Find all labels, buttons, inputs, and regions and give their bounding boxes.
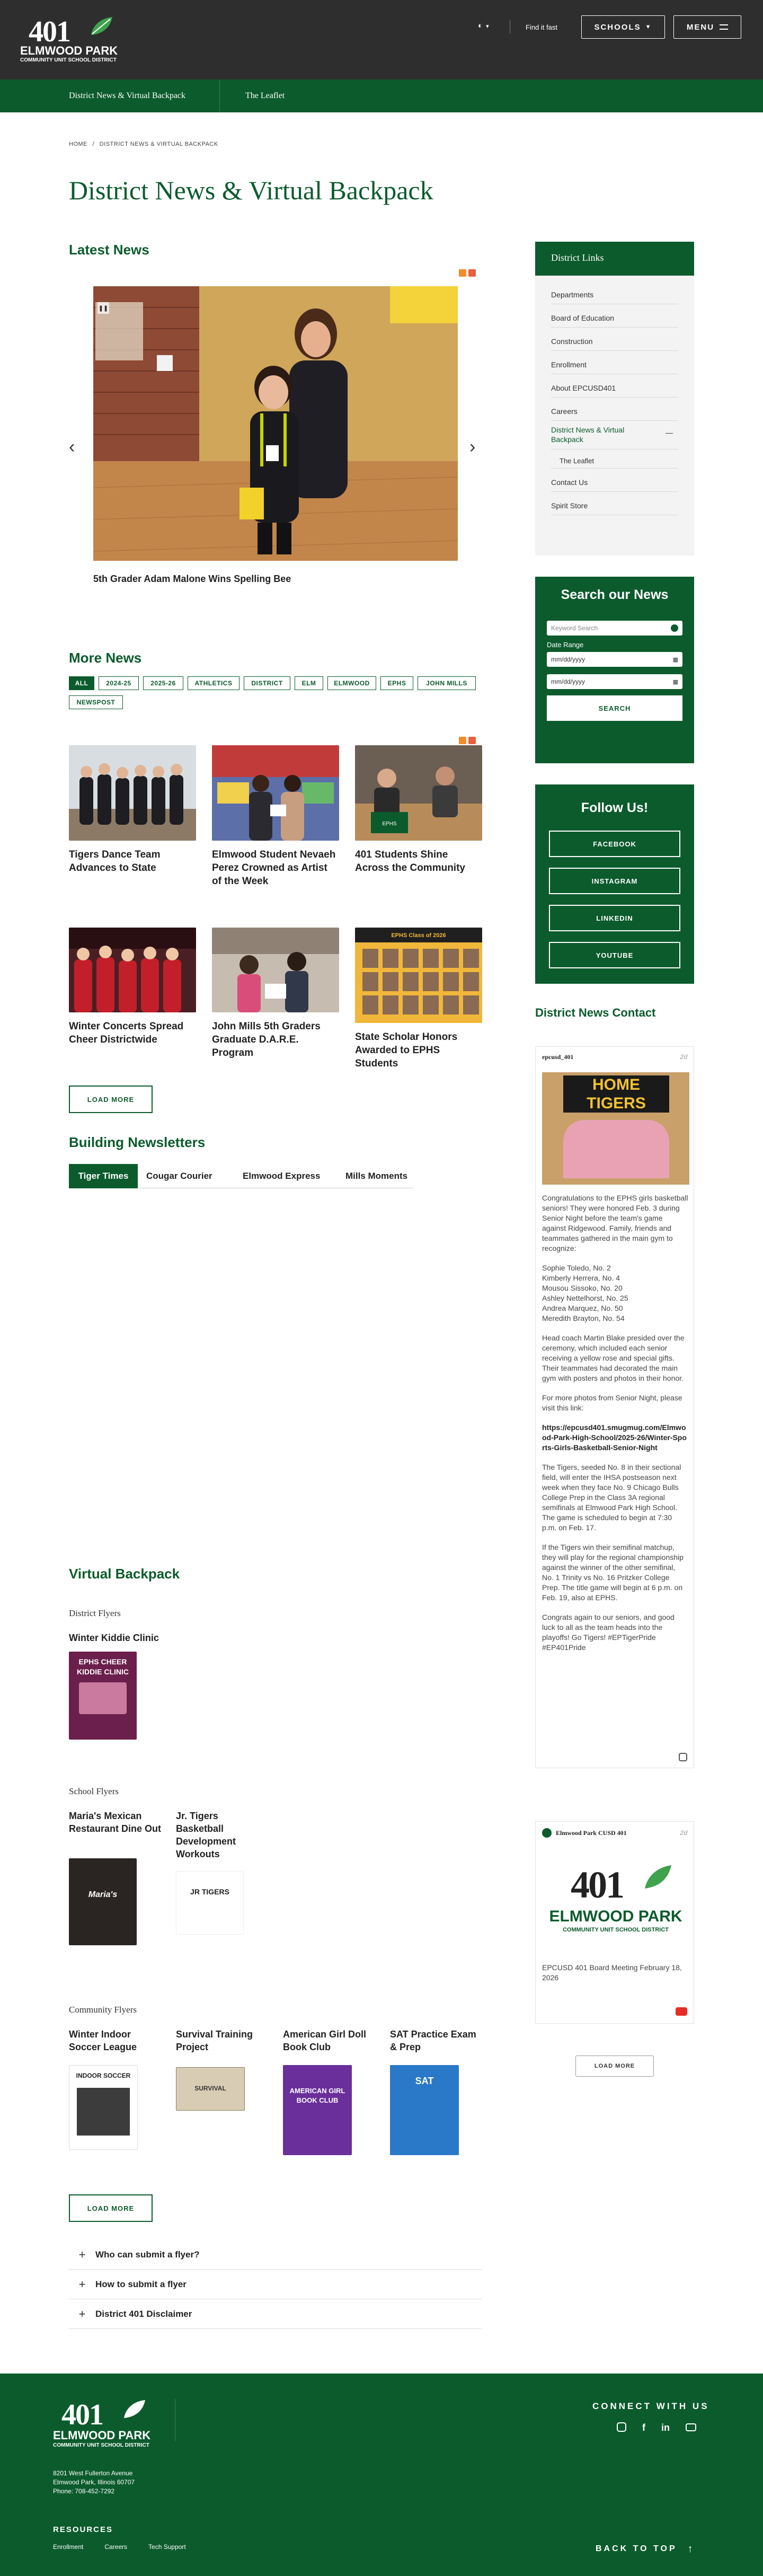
- carousel-prev-button[interactable]: ‹: [69, 437, 75, 457]
- post-image-people: [563, 1120, 669, 1178]
- facebook-button[interactable]: FACEBOOK: [549, 831, 680, 857]
- search-icon: [671, 624, 678, 632]
- community-flyers-label: Community Flyers: [69, 2005, 137, 2015]
- building-newsletters-heading: Building Newsletters: [69, 1134, 206, 1150]
- district-link[interactable]: Board of Education: [551, 308, 678, 328]
- phone-number[interactable]: Phone: 708-452-7292: [53, 2487, 115, 2495]
- follow-us-panel: [535, 784, 694, 984]
- pause-icon: ❚❚: [98, 305, 109, 312]
- district-link-label: District News & Virtual Backpack: [551, 426, 625, 444]
- logo-number: 401: [29, 15, 70, 48]
- faq-label: How to submit a flyer: [95, 2279, 187, 2289]
- filter-athletics[interactable]: ATHLETICS: [188, 676, 239, 690]
- start-date-input[interactable]: [547, 652, 682, 667]
- post-paragraph: The Tigers, seeded No. 8 in their sectional field, will enter the IHSA postseason next week when they face No. 9 Chicago Bulls College Prep in the Class 3A regional semifinals at Elmwood Park High School. The game is scheduled to begin at 7:30 p.m. on Feb. 17.: [542, 1463, 681, 1532]
- news-card-title[interactable]: Winter Concerts Spread Cheer Districtwide: [69, 1021, 184, 1045]
- schools-button[interactable]: [581, 15, 665, 39]
- collapse-icon[interactable]: —: [666, 428, 673, 437]
- filter-ephs[interactable]: EPHS: [380, 676, 413, 690]
- news-card-title[interactable]: John Mills 5th Graders Graduate D.A.R.E. Program: [212, 1021, 321, 1058]
- breadcrumb-sep: /: [92, 141, 95, 147]
- chevron-down-icon: ▼: [645, 24, 652, 30]
- flyer-thumb-text: EPHS CHEER KIDDIE CLINIC: [77, 1657, 129, 1676]
- flyer-thumb-text: INDOOR SOCCER: [76, 2072, 131, 2079]
- flyer-thumb-text: SURVIVAL: [194, 2085, 226, 2092]
- post-body: EPCUSD 401 Board Meeting February 18, 2026: [542, 1963, 682, 1982]
- arrow-up-icon: ↑: [687, 2543, 693, 2555]
- winter-concert-photo: [69, 928, 196, 1012]
- search-news-heading: Search our News: [561, 587, 669, 602]
- leaf-icon: [122, 2399, 146, 2420]
- news-card-image[interactable]: [355, 745, 482, 841]
- filter-district[interactable]: DISTRICT: [244, 676, 290, 690]
- post-image-name: ELMWOOD PARK: [549, 1908, 682, 1925]
- district-flyers-label: District Flyers: [69, 1608, 121, 1618]
- find-it-fast-link[interactable]: Find it fast: [526, 23, 557, 31]
- faq-label: District 401 Disclaimer: [95, 2308, 192, 2319]
- district-links-heading: District Links: [551, 252, 604, 263]
- state-scholars-photo: [355, 928, 482, 1023]
- plus-icon: +: [78, 2307, 86, 2321]
- post-paragraph: Congratulations to the EPHS girls basketball seniors! They were honored Feb. 3 during Senior Night before the team's game against Ridgewood. Family, friends and teammates gathered in the main gym to recognize:: [542, 1194, 688, 1252]
- district-logo[interactable]: [20, 15, 126, 65]
- post-image-number: 401: [571, 1864, 623, 1906]
- tab-elmwood-express[interactable]: Elmwood Express: [243, 1171, 321, 1181]
- translate-button[interactable]: [478, 21, 502, 33]
- search-button[interactable]: SEARCH: [547, 695, 682, 721]
- news-card-title[interactable]: Elmwood Student Nevaeh Perez Crowned as Artist of the Week: [212, 849, 336, 887]
- menu-label: MENU: [686, 22, 715, 32]
- subnav-item-district-news[interactable]: District News & Virtual Backpack: [69, 91, 186, 100]
- post-body: [542, 1193, 688, 1653]
- virtual-backpack-heading: Virtual Backpack: [69, 1566, 180, 1582]
- district-link[interactable]: Careers: [551, 402, 678, 421]
- back-to-top-label: BACK TO TOP: [596, 2544, 677, 2553]
- district-sublink[interactable]: The Leaflet: [551, 454, 678, 469]
- district-link[interactable]: Construction: [551, 332, 678, 351]
- post-image: [542, 1848, 689, 1954]
- faq-item[interactable]: [69, 2299, 482, 2329]
- end-date-input[interactable]: [547, 674, 682, 689]
- post-paragraph: For more photos from Senior Night, please visit this link:: [542, 1393, 682, 1412]
- social-post[interactable]: [535, 1821, 694, 2024]
- load-more-flyers-button[interactable]: LOAD MORE: [69, 2194, 153, 2222]
- footer-address: [53, 2469, 135, 2496]
- news-card-image[interactable]: [69, 928, 196, 1012]
- post-age: 2d: [680, 1829, 687, 1837]
- flyer-thumbnail[interactable]: [69, 2065, 138, 2150]
- plus-icon: +: [78, 2277, 86, 2291]
- avatar: [542, 1828, 552, 1838]
- logo-subtitle: COMMUNITY UNIT SCHOOL DISTRICT: [20, 57, 117, 63]
- featured-news-image[interactable]: [93, 286, 458, 561]
- post-username: epcusd_401: [542, 1053, 574, 1061]
- connect-heading: CONNECT WITH US: [592, 2401, 709, 2411]
- flyer-thumbnail[interactable]: [283, 2065, 352, 2155]
- pause-button[interactable]: [97, 302, 109, 314]
- faq-label: Who can submit a flyer?: [95, 2249, 200, 2260]
- share-icon[interactable]: [468, 737, 476, 744]
- subnav-divider: [219, 80, 220, 112]
- flyer-thumb-photo: [79, 1682, 127, 1714]
- flyer-thumbnail[interactable]: [69, 1858, 137, 1945]
- featured-news-caption[interactable]: 5th Grader Adam Malone Wins Spelling Bee: [93, 574, 291, 584]
- load-more-news-button[interactable]: LOAD MORE: [69, 1086, 153, 1113]
- logo-number: 401: [61, 2398, 103, 2431]
- plus-icon: +: [78, 2247, 86, 2261]
- rss-icon[interactable]: [459, 737, 466, 744]
- keyword-search-input[interactable]: [547, 621, 682, 636]
- youtube-icon[interactable]: [686, 2423, 696, 2431]
- flyer-title[interactable]: Winter Kiddie Clinic: [69, 1633, 159, 1643]
- post-paragraph: If the Tigers win their semifinal matchup, they will play for the regional championship against the winner of the other semifinal, No. 1 Trinity vs No. 16 Pritzker College Prep. The title game will begin at 6 p.m. on Feb. 19, also at EPHS.: [542, 1543, 684, 1602]
- logo-name: ELMWOOD PARK: [53, 2429, 151, 2442]
- flyer-title[interactable]: SAT Practice Exam & Prep: [390, 2029, 476, 2052]
- post-image-banner: [563, 1075, 669, 1113]
- logo-name: ELMWOOD PARK: [20, 44, 118, 57]
- start-date-placeholder: mm/dd/yyyy: [551, 656, 585, 663]
- svg-text:EPHS: EPHS: [382, 821, 397, 827]
- flyer-title[interactable]: Winter Indoor Soccer League: [69, 2029, 137, 2052]
- news-card-image[interactable]: [212, 745, 339, 841]
- district-news-contact-heading: District News Contact: [535, 1006, 656, 1019]
- flyer-thumbnail[interactable]: [176, 1871, 244, 1935]
- load-more-posts-button[interactable]: LOAD MORE: [575, 2055, 654, 2077]
- district-link[interactable]: Enrollment: [551, 355, 678, 374]
- district-link[interactable]: About EPCUSD401: [551, 378, 678, 398]
- calendar-icon: ▦: [672, 678, 678, 685]
- flyer-thumbnail[interactable]: [176, 2067, 245, 2111]
- faq-item[interactable]: [69, 2270, 482, 2299]
- back-to-top-button[interactable]: [596, 2542, 712, 2556]
- chevron-down-icon: ▾: [486, 23, 489, 30]
- latest-news-heading: Latest News: [69, 242, 149, 258]
- date-range-label: Date Range: [547, 641, 584, 649]
- post-paragraph: Head coach Martin Blake presided over the ceremony, which included each senior receiving a yellow rose and special gifts. Their teammates had decorated the main gym with posters and photos in their honor.: [542, 1334, 685, 1382]
- post-image: [542, 1072, 689, 1185]
- news-card-title[interactable]: State Scholar Honors Awarded to EPHS Students: [355, 1031, 458, 1069]
- flyer-title[interactable]: Jr. Tigers Basketball Development Workouts: [176, 1811, 236, 1859]
- post-image-title: HOME TIGERS: [587, 1076, 646, 1112]
- youtube-button[interactable]: YOUTUBE: [549, 942, 680, 968]
- logo-subtitle: COMMUNITY UNIT SCHOOL DISTRICT: [53, 2442, 149, 2448]
- flyer-thumb-text: AMERICAN GIRL BOOK CLUB: [289, 2087, 345, 2104]
- more-news-heading: More News: [69, 650, 142, 666]
- flyer-thumb-photo: [77, 2088, 130, 2136]
- dare-graduation-photo: [212, 928, 339, 1012]
- breadcrumb: [69, 141, 218, 147]
- students-community-photo: [355, 745, 482, 841]
- district-links-panel: [535, 276, 694, 555]
- globe-icon: ◐: [478, 21, 483, 30]
- post-image-subtitle: COMMUNITY UNIT SCHOOL DISTRICT: [562, 1927, 669, 1933]
- resource-link[interactable]: Enrollment: [53, 2543, 84, 2551]
- page-title: District News & Virtual Backpack: [69, 175, 433, 205]
- resources-heading: RESOURCES: [53, 2525, 113, 2534]
- breadcrumb-current: DISTRICT NEWS & VIRTUAL BACKPACK: [99, 141, 218, 147]
- schools-label: SCHOOLS: [594, 22, 641, 32]
- search-news-panel: [535, 577, 694, 763]
- news-card-image[interactable]: [355, 928, 482, 1023]
- flyer-title[interactable]: American Girl Doll Book Club: [283, 2029, 367, 2052]
- tab-cougar-courier[interactable]: Cougar Courier: [146, 1171, 212, 1181]
- news-card-image[interactable]: [69, 745, 196, 841]
- flyer-thumb-text: Maria's: [88, 1890, 118, 1899]
- post-paragraph: Congrats again to our seniors, and good luck to all as the team heads into the playoffs! Go Tigers! #EPTigerPride #EP401Pride: [542, 1613, 675, 1652]
- keyword-search-placeholder: Keyword Search: [551, 624, 598, 632]
- filter-john-mills[interactable]: JOHN MILLS: [418, 676, 476, 690]
- news-card-image[interactable]: [212, 928, 339, 1012]
- post-paragraph: Sophie Toledo, No. 2 Kimberly Herrera, No. 4 Mousou Sissoko, No. 20 Ashley Nettelhorst, No. 25 Andrea Marquez, No. 50 Meredith Brayton, No. 54: [542, 1264, 628, 1322]
- flyer-thumbnail[interactable]: [69, 1652, 137, 1740]
- address-line: 8201 West Fullerton Avenue: [53, 2469, 133, 2477]
- faq-item[interactable]: [69, 2240, 482, 2270]
- district-links-header: [535, 242, 694, 276]
- spelling-bee-photo: [93, 286, 458, 561]
- filter-newspost[interactable]: NEWSPOST: [69, 695, 123, 709]
- end-date-placeholder: mm/dd/yyyy: [551, 678, 585, 685]
- site-footer: [0, 2374, 763, 2576]
- flyer-thumb-text: SAT: [415, 2076, 434, 2086]
- post-age: 2d: [680, 1053, 687, 1061]
- calendar-icon: ▦: [672, 656, 678, 663]
- school-flyers-label: School Flyers: [69, 1786, 119, 1796]
- resource-link[interactable]: Careers: [104, 2543, 128, 2551]
- social-post[interactable]: [535, 1046, 694, 1768]
- breadcrumb-home[interactable]: HOME: [69, 141, 87, 147]
- share-icon[interactable]: [468, 269, 476, 277]
- district-link-active[interactable]: [551, 425, 678, 449]
- filter-elmwood[interactable]: ELMWOOD: [327, 676, 376, 690]
- post-link[interactable]: https://epcusd401.smugmug.com/Elmwood-Park-High-School/2025-26/Winter-Sports-Girls-Basketball-Senior-Night: [542, 1423, 687, 1452]
- address-line: Elmwood Park, Illinois 60707: [53, 2478, 135, 2486]
- tab-mills-moments[interactable]: Mills Moments: [345, 1171, 408, 1181]
- flyer-thumb-text: JR TIGERS: [190, 1887, 229, 1896]
- svg-text:EPHS Class of 2026: EPHS Class of 2026: [391, 932, 446, 939]
- rss-icon[interactable]: [459, 269, 466, 277]
- district-link[interactable]: Departments: [551, 285, 678, 304]
- flyer-thumbnail[interactable]: [390, 2065, 459, 2155]
- flyer-title[interactable]: Maria's Mexican Restaurant Dine Out: [69, 1811, 162, 1834]
- news-card-title[interactable]: Tigers Dance Team Advances to State: [69, 849, 161, 874]
- flyer-title[interactable]: Survival Training Project: [176, 2029, 253, 2052]
- menu-button[interactable]: [673, 15, 741, 39]
- subnav-item-leaflet[interactable]: The Leaflet: [245, 91, 285, 100]
- filter-elm[interactable]: ELM: [295, 676, 323, 690]
- resources-links: [53, 2543, 186, 2551]
- instagram-icon[interactable]: [679, 1753, 687, 1761]
- filter-2025-26[interactable]: 2025-26: [143, 676, 183, 690]
- footer-logo[interactable]: [53, 2398, 170, 2456]
- sub-navigation: [0, 80, 763, 112]
- district-link[interactable]: Contact Us: [551, 473, 678, 492]
- filter-all[interactable]: ALL: [69, 676, 94, 690]
- leaf-icon: [89, 16, 113, 37]
- site-header: [0, 0, 763, 80]
- dance-team-photo: [69, 745, 196, 841]
- news-card-title[interactable]: 401 Students Shine Across the Community: [355, 849, 465, 874]
- instagram-icon[interactable]: [617, 2422, 626, 2432]
- leaf-icon: [643, 1864, 672, 1891]
- post-username: Elmwood Park CUSD 401: [556, 1829, 627, 1837]
- instagram-button[interactable]: INSTAGRAM: [549, 868, 680, 894]
- artist-of-week-photo: [212, 745, 339, 841]
- filter-2024-25[interactable]: 2024-25: [99, 676, 139, 690]
- resource-link[interactable]: Tech Support: [148, 2543, 186, 2551]
- tab-tiger-times[interactable]: Tiger Times: [69, 1164, 138, 1188]
- district-link[interactable]: Spirit Store: [551, 496, 678, 515]
- follow-us-heading: Follow Us!: [581, 800, 649, 815]
- carousel-next-button[interactable]: ›: [469, 437, 476, 457]
- hamburger-icon: [720, 24, 728, 30]
- youtube-icon[interactable]: [676, 2007, 687, 2016]
- facebook-icon[interactable]: f: [642, 2422, 645, 2433]
- linkedin-button[interactable]: LINKEDIN: [549, 905, 680, 931]
- footer-social-icons: [617, 2422, 712, 2436]
- linkedin-icon[interactable]: in: [661, 2422, 670, 2433]
